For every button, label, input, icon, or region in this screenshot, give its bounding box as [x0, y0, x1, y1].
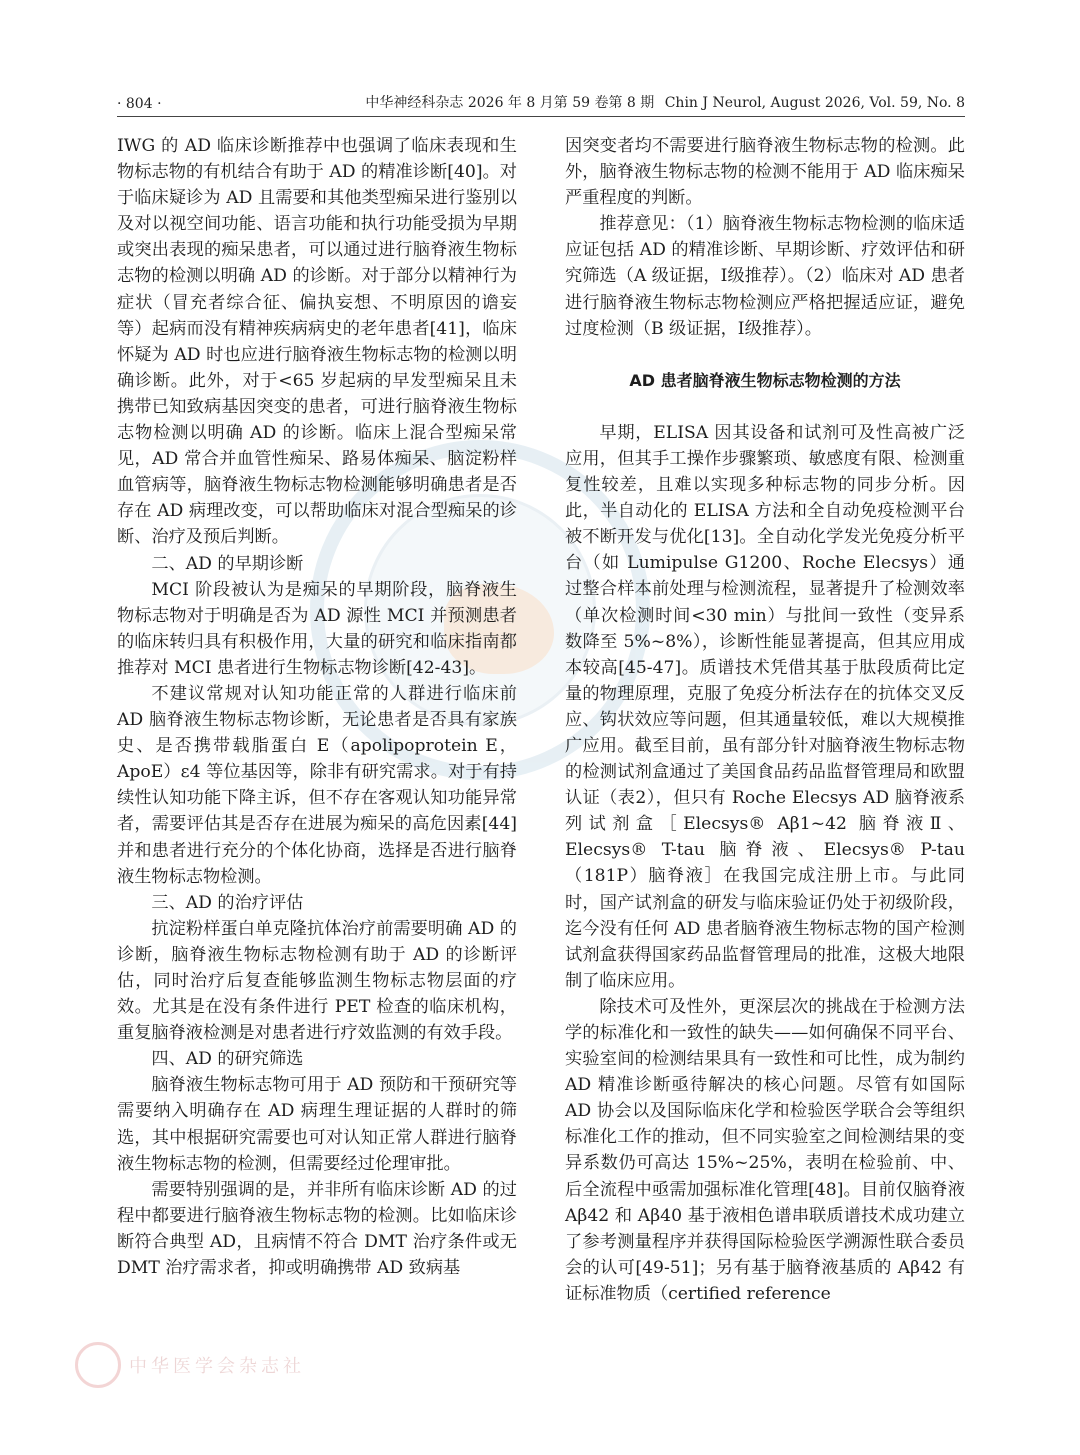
journal-citation	[359, 92, 965, 112]
body-paragraph: 早期，ELISA 因其设备和试剂可及性高被广泛应用，但其手工操作步骤繁琐、敏感度有限、检测重复性较差，且难以实现多种标志物的同步分析。因此，半自动化的 ELISA 方法和全自动免疫检测平台被不断开发与优化[13]。全自动化学发光免疫分析平台（如 Lumipulse G1200、Roche Elecsys）通过整合样本前处理与检测流程，显著提升了检测效率（单次检测时间<30 min）与批间一致性（变异系数降至 5%~8%），诊断性能显著提高，但其应用成本较高[45-47]。质谱技术凭借其基于肽段质荷比定量的物理原理，克服了免疫分析法存在的抗体交叉反应、钩状效应等问题，但其通量较低，难以大规模推广应用。截至目前，虽有部分针对脑脊液生物标志物的检测试剂盒通过了美国食品药品监督管理局和欧盟认证（表2），但只有 Roche Elecsys AD 脑脊液系列试剂盒［Elecsys® Aβ1~42 脑脊液Ⅱ、Elecsys® T-tau 脑脊液、Elecsys® P-tau（181P）脑脊液］在我国完成注册上市。与此同时，国产试剂盒的研发与临床验证仍处于初级阶段，迄今没有任何 AD 患者脑脊液生物标志物的国产检测试剂盒获得国家药品监督管理局的批准，这极大地限制了临床应用。	[565, 422, 965, 991]
body-paragraph: 因突变者均不需要进行脑脊液生物标志物的检测。此外，脑脊液生物标志物的检测不能用于 AD 临床痴呆严重程度的判断。	[565, 136, 965, 209]
subsection-heading: 三、AD 的治疗评估	[151, 892, 304, 913]
body-paragraph: 抗淀粉样蛋白单克隆抗体治疗前需要明确 AD 的诊断，脑脊液生物标志物检测有助于 AD 的诊断评估，同时治疗后复查能够监测生物标志物层面的疗效。尤其是在没有条件进行 PET 检查的临床机构，重复脑脊液检测是对患者进行疗效监测的有效手段。	[117, 918, 517, 1044]
publisher-watermark-text: 中华医学会杂志社	[129, 1356, 305, 1377]
journal-name-cn: 中华神经科杂志 2026 年 8 月第 59 卷第 8 期	[365, 95, 655, 111]
page-number: · 804 ·	[117, 96, 162, 112]
section-heading: AD 患者脑脊液生物标志物检测的方法	[629, 370, 901, 390]
running-header	[117, 86, 965, 117]
body-paragraph: 除技术可及性外，更深层次的挑战在于检测方法学的标准化和一致性的缺失——如何确保不同平台、实验室间的检测结果具有一致性和可比性，成为制约 AD 精准诊断亟待解决的核心问题。尽管有如国际 AD 协会以及国际临床化学和检验医学联合会等组织标准化工作的推动，但不同实验室之间检测结果的变异系数仍可高达 15%~25%，表明在检验前、中、后全流程中亟需加强标准化管理[48]。目前仅脑脊液 Aβ42 和 Aβ40 基于液相色谱串联质谱技术成功建立了参考测量程序并获得国际检验医学溯源性联合委员会的认可[49-51]；另有基于脑脊液基质的 Aβ42 有证标准物质（certified reference	[565, 996, 965, 1304]
journal-name-en: Chin J Neurol, August 2026, Vol. 59, No. 8	[664, 95, 965, 111]
body-paragraph: MCI 阶段被认为是痴呆的早期阶段，脑脊液生物标志物对于明确是否为 AD 源性 MCI 并预测患者的临床转归具有积极作用，大量的研究和临床指南都推荐对 MCI 患者进行生物标志物诊断[42-43]。	[117, 579, 517, 678]
subsection-heading: 二、AD 的早期诊断	[151, 553, 304, 574]
publisher-seal-icon	[75, 1342, 121, 1388]
body-paragraph: 脑脊液生物标志物可用于 AD 预防和干预研究等需要纳入明确存在 AD 病理生理证据的人群时的筛选，其中根据研究需要也可对认知正常人群进行脑脊液生物标志物的检测，但需要经过伦理审批。	[117, 1075, 517, 1174]
subsection-heading: 四、AD 的研究筛选	[151, 1049, 304, 1070]
body-paragraph: 推荐意见：（1）脑脊液生物标志物检测的临床适应证包括 AD 的精准诊断、早期诊断、疗效评估和研究筛选（A 级证据，Ⅰ级推荐）。（2）临床对 AD 患者进行脑脊液生物标志物检测应严格把握适应证，避免过度检测（B 级证据，Ⅰ级推荐）。	[565, 214, 965, 339]
left-column	[117, 133, 517, 1281]
right-column	[565, 133, 965, 1307]
publisher-logo	[75, 1340, 435, 1390]
body-paragraph: 不建议常规对认知功能正常的人群进行临床前 AD 脑脊液生物标志物诊断，无论患者是否具有家族史、是否携带载脂蛋白 E（apolipoprotein E，ApoE）ε4 等位基因等，除非有研究需求。对于有持续性认知功能下降主诉，但不存在客观认知功能异常者，需要评估其是否存在进展为痴呆的高危因素[44]并和患者进行充分的个体化协商，选择是否进行脑脊液生物标志物检测。	[117, 683, 517, 887]
body-paragraph: 需要特别强调的是，并非所有临床诊断 AD 的过程中都要进行脑脊液生物标志物的检测。比如临床诊断符合典型 AD，且病情不符合 DMT 治疗条件或无 DMT 治疗需求者，抑或明确携带 AD 致病基	[117, 1179, 517, 1279]
body-paragraph: IWG 的 AD 临床诊断推荐中也强调了临床表现和生物标志物的有机结合有助于 AD 的精准诊断[40]。对于临床疑诊为 AD 且需要和其他类型痴呆进行鉴别以及对以视空间功能、语言功能和执行功能受损为早期或突出表现的痴呆患者，可以通过进行脑脊液生物标志物的检测以明确 AD 的诊断。对于部分以精神行为症状（冒充者综合征、偏执妄想、不明原因的谵妄等）起病而没有精神疾病病史的老年患者[41]，临床怀疑为 AD 时也应进行脑脊液生物标志物的检测以明确诊断。此外，对于<65 岁起病的早发型痴呆且未携带已知致病基因突变的患者，可进行脑脊液生物标志物检测以明确 AD 的诊断。临床上混合型痴呆常见，AD 常合并血管性痴呆、路易体痴呆、脑淀粉样血管病等，脑脊液生物标志物检测能够明确患者是否存在 AD 病理改变，可以帮助临床对混合型痴呆的诊断、治疗及预后判断。	[117, 136, 517, 548]
